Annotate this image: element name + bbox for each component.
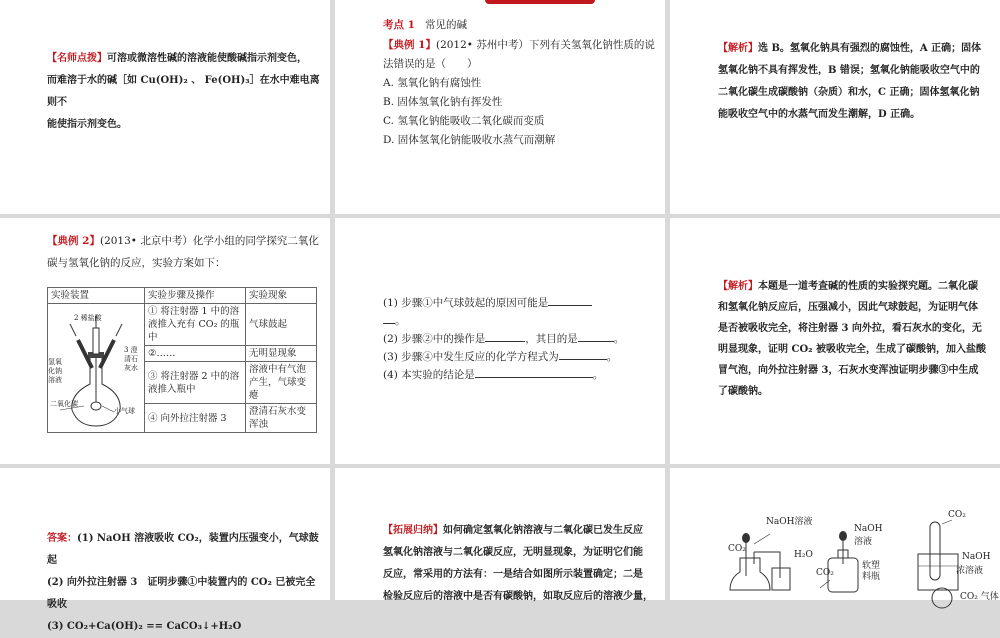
analysis-2-line-2: 和氢氧化钠反应后，压强减小，因此气球鼓起，为证明气体 bbox=[718, 302, 978, 313]
question-3: (3) 步骤④中发生反应的化学方程式为 。 bbox=[383, 348, 663, 366]
question-1: (1) 步骤①中气球鼓起的原因可能是 bbox=[383, 294, 663, 312]
step-4: ④ 向外拉注射器 3 bbox=[145, 404, 246, 433]
step-1: ① 将注射器 1 中的溶液推入充有 CO₂ 的瓶中 bbox=[145, 304, 246, 346]
apparatus-cell bbox=[48, 304, 145, 433]
slide1-line-1: 【名师点拨】可溶或微溶性碱的溶液能使酸碱指示剂变色， bbox=[47, 53, 307, 64]
col-header-phenomena: 实验现象 bbox=[246, 288, 317, 304]
label-co2-gas: CO₂ 气体 bbox=[960, 592, 999, 602]
label-naoh-solution: NaOH溶液 bbox=[766, 517, 813, 527]
extension-line-1: 【拓展归纳】如何确定氢氧化钠溶液与二氧化碳已发生反应 bbox=[383, 525, 643, 536]
analysis-2-line-3: 是否被吸收完全，将注射器 3 向外拉，看石灰水的变化，无 bbox=[718, 323, 982, 334]
label-syringe-3: 3 澄清石灰水 bbox=[124, 346, 138, 372]
label-co2-a: CO₂ bbox=[728, 544, 746, 554]
step-3: ③ 将注射器 2 中的溶液推入瓶中 bbox=[145, 362, 246, 404]
slide1-line-2: 而难溶于水的碱［如 Cu(OH)₂ 、 Fe(OH)₃］在水中难电离则不 bbox=[47, 75, 320, 108]
tip-tag: 【名师点拨】 bbox=[47, 53, 107, 64]
slide-2 bbox=[335, 0, 665, 214]
analysis-2-line-4: 明显现象，证明 CO₂ 被吸收完全，生成了碳酸钠，加入盐酸 bbox=[718, 344, 987, 355]
analysis-1-line-1: 【解析】选 B。氢氧化钠具有强烈的腐蚀性，A 正确；固体 bbox=[718, 43, 982, 54]
question-1-cont: 。 bbox=[383, 312, 663, 330]
extension-line-3: 反应，常采用的方法有：一是结合如图所示装置确定；二是 bbox=[383, 569, 643, 580]
slide-3 bbox=[670, 0, 1000, 214]
example-1-line-2: 法错误的是（ ） bbox=[383, 58, 478, 70]
answer-line-4: (3) CO₂+Ca(OH)₂ == CaCO₃↓+H₂O bbox=[47, 621, 242, 632]
result-3: 溶液中有气泡产生，气球变瘪 bbox=[246, 362, 317, 404]
slide-7 bbox=[0, 468, 330, 632]
slide-8 bbox=[335, 468, 665, 600]
label-co2-c: CO₂ bbox=[948, 510, 966, 520]
table-header-row bbox=[48, 288, 317, 304]
option-a: A. 氢氧化钠有腐蚀性 bbox=[383, 77, 482, 89]
result-1: 气球鼓起 bbox=[246, 304, 317, 346]
example-2-line-1: 【典例 2】(2013• 北京中考）化学小组的同学探究二氧化 bbox=[47, 235, 319, 247]
label-rongye: 溶液 bbox=[854, 537, 873, 547]
slide-9 bbox=[670, 468, 1000, 600]
slide-top-bar bbox=[485, 0, 595, 4]
option-c: C. 氢氧化钠能吸收二氧化碳而变质 bbox=[383, 115, 545, 127]
col-header-apparatus: 实验装置 bbox=[48, 288, 145, 304]
question-4: (4) 本实验的结论是 。 bbox=[383, 366, 663, 384]
table-row bbox=[48, 304, 317, 346]
question-2: (2) 步骤②中的操作是 ，其目的是 。 bbox=[383, 330, 663, 348]
analysis-2-line-5: 冒气泡，向外拉注射器 3，石灰水变浑浊证明步骤③中生成 bbox=[718, 365, 979, 376]
label-nongrongye: 浓溶液 bbox=[956, 566, 984, 576]
syringe-3-icon bbox=[100, 324, 122, 368]
label-co2-b: CO₂ bbox=[816, 568, 834, 578]
extension-line-2: 氢氧化钠溶液与二氧化碳反应，无明显现象，为证明它们能 bbox=[383, 547, 643, 558]
slide-1 bbox=[0, 0, 330, 214]
label-naoh: NaOH bbox=[854, 524, 883, 534]
label-soft-bottle-1: 软塑 bbox=[862, 561, 881, 571]
example-2-line-2: 碳与氢氧化钠的反应，实验方案如下： bbox=[47, 257, 226, 269]
label-gas: 二氧化碳 bbox=[50, 400, 78, 408]
example-1-line-1: 【典例 1】(2012• 苏州中考）下列有关氢氧化钠性质的说 bbox=[383, 39, 655, 51]
analysis-1-line-2: 氢氧化钠不具有挥发性，B 错误；氢氧化钠能吸收空气中的 bbox=[718, 65, 980, 76]
analysis-2-line-1: 【解析】本题是一道考查碱的性质的实验探究题。二氧化碳 bbox=[718, 281, 978, 292]
extension-line-4: 检验反应后的溶液中是否有碳酸钠，如取反应后的溶液少量， bbox=[383, 591, 653, 602]
label-balloon: 小气球 bbox=[114, 407, 135, 415]
label-h2o: H₂O bbox=[794, 550, 813, 560]
analysis-1-line-3: 二氧化碳生成碳酸钠（杂质）和水，C 正确；固体氢氧化钠 bbox=[718, 87, 980, 98]
result-4: 澄清石灰水变浑浊 bbox=[246, 404, 317, 433]
answer-line-2: (2) 向外拉注射器 3 证明步骤①中装置内的 CO₂ 已被完全 bbox=[47, 577, 316, 588]
balloon-icon bbox=[91, 402, 101, 410]
topic-heading: 考点 1 常见的碱 bbox=[383, 19, 467, 31]
slide-6 bbox=[670, 218, 1000, 464]
answer-line-3: 吸收 bbox=[47, 599, 67, 610]
label-naoh-conc: NaOH bbox=[962, 552, 991, 562]
label-syringe-1: 氢氧化钠溶液 bbox=[48, 358, 62, 384]
label-syringe-2: 2 稀盐酸 bbox=[74, 314, 102, 322]
result-2: 无明显现象 bbox=[246, 346, 317, 362]
answer-line-1: 答案：(1) NaOH 溶液吸收 CO₂，装置内压强变小，气球鼓起 bbox=[47, 533, 319, 566]
step-2: ②…… bbox=[145, 346, 246, 362]
slide-4 bbox=[0, 218, 330, 464]
experiment-table bbox=[47, 287, 317, 433]
option-d: D. 固体氢氧化钠能吸收水蒸气而潮解 bbox=[383, 134, 556, 146]
analysis-2-line-6: 了碳酸钠。 bbox=[718, 386, 768, 397]
option-b: B. 固体氢氧化钠有挥发性 bbox=[383, 96, 503, 108]
slide1-line-3: 能使指示剂变色。 bbox=[47, 119, 127, 130]
label-soft-bottle-2: 料瓶 bbox=[862, 572, 881, 582]
slide-5 bbox=[335, 218, 665, 464]
col-header-steps: 实验步骤及操作 bbox=[145, 288, 246, 304]
syringe-1-icon bbox=[70, 324, 92, 368]
analysis-1-line-4: 能吸收空气中的水蒸气而发生潮解，D 正确。 bbox=[718, 109, 921, 120]
